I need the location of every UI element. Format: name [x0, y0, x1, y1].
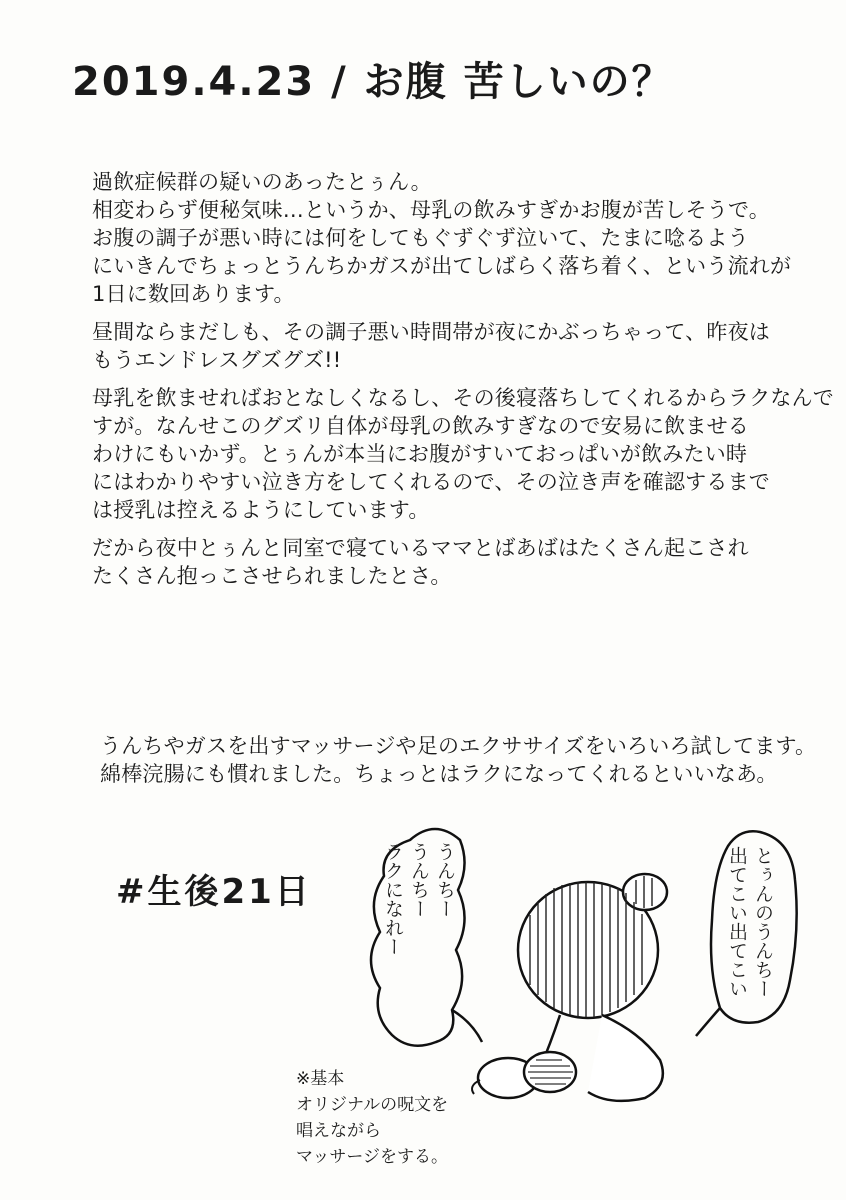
paragraph-5 — [100, 732, 817, 788]
text-line: すが。なんせこのグズリ自体が母乳の飲みすぎなので安易に飲ませる — [92, 414, 749, 438]
speech-bubble-left-text — [380, 842, 458, 956]
text-line: だから夜中とぅんと同室で寝ているママとばあばはたくさん起こされ — [92, 536, 749, 560]
footnote — [296, 1066, 556, 1170]
text-line: うんちやガスを出すマッサージや足のエクササイズをいろいろ試してます。 — [100, 734, 817, 758]
text-line: もうエンドレスグズグズ!! — [92, 348, 342, 372]
paragraph-2 — [92, 318, 782, 374]
text-line: 相変わらず便秘気味…というか、母乳の飲みすぎかお腹が苦しそうで。 — [92, 198, 770, 222]
text-line: たくさん抱っこさせられましたとさ。 — [92, 564, 452, 588]
text-line: にはわかりやすい泣き方をしてくれるので、その泣き声を確認するまで — [92, 470, 770, 494]
hashtag: #生後21日 — [116, 872, 312, 912]
text-line: 昼間ならまだしも、その調子悪い時間帯が夜にかぶっちゃって、昨夜は — [92, 320, 770, 344]
footnote-line: オリジナルの呪文を — [296, 1095, 449, 1115]
paragraph-3 — [92, 384, 834, 524]
text-line: 綿棒浣腸にも慣れました。ちょっとはラクになってくれるといいなあ。 — [100, 762, 778, 786]
text-line: にいきんでちょっとうんちかガスが出てしばらく落ち着く、という流れが — [92, 254, 792, 278]
text-line: 母乳を飲ませればおとなしくなるし、その後寝落ちしてくれるからラクなんで — [92, 386, 834, 410]
text-line: 過飲症候群の疑いのあったとぅん。 — [92, 170, 432, 194]
illustration — [340, 810, 810, 1110]
footnote-line: 唱えながら — [296, 1121, 381, 1141]
bubble-line: とぅんのうんちー — [752, 846, 774, 998]
bubble-line: ラクになれー — [382, 842, 404, 956]
bubble-line: うんちー — [408, 842, 430, 918]
text-line: わけにもいかず。とぅんが本当にお腹がすいておっぱいが飲みたい時 — [92, 442, 748, 466]
bubble-line: 出てこい出てこい — [726, 846, 748, 998]
footnote-line: マッサージをする。 — [296, 1147, 448, 1167]
paragraph-1 — [92, 168, 792, 308]
diary-body — [92, 168, 834, 590]
page-title: 2019.4.23 / お腹 苦しいの？ — [72, 59, 674, 105]
footnote-line: ※基本 — [296, 1069, 345, 1089]
text-line: は授乳は控えるようにしています。 — [92, 498, 430, 522]
text-line: お腹の調子が悪い時には何をしてもぐずぐず泣いて、たまに唸るよう — [92, 226, 749, 250]
text-line: 1日に数回あります。 — [92, 282, 295, 306]
bubble-line: うんちー — [434, 842, 456, 918]
paragraph-4 — [92, 534, 782, 590]
speech-bubble-right-text — [724, 846, 776, 998]
